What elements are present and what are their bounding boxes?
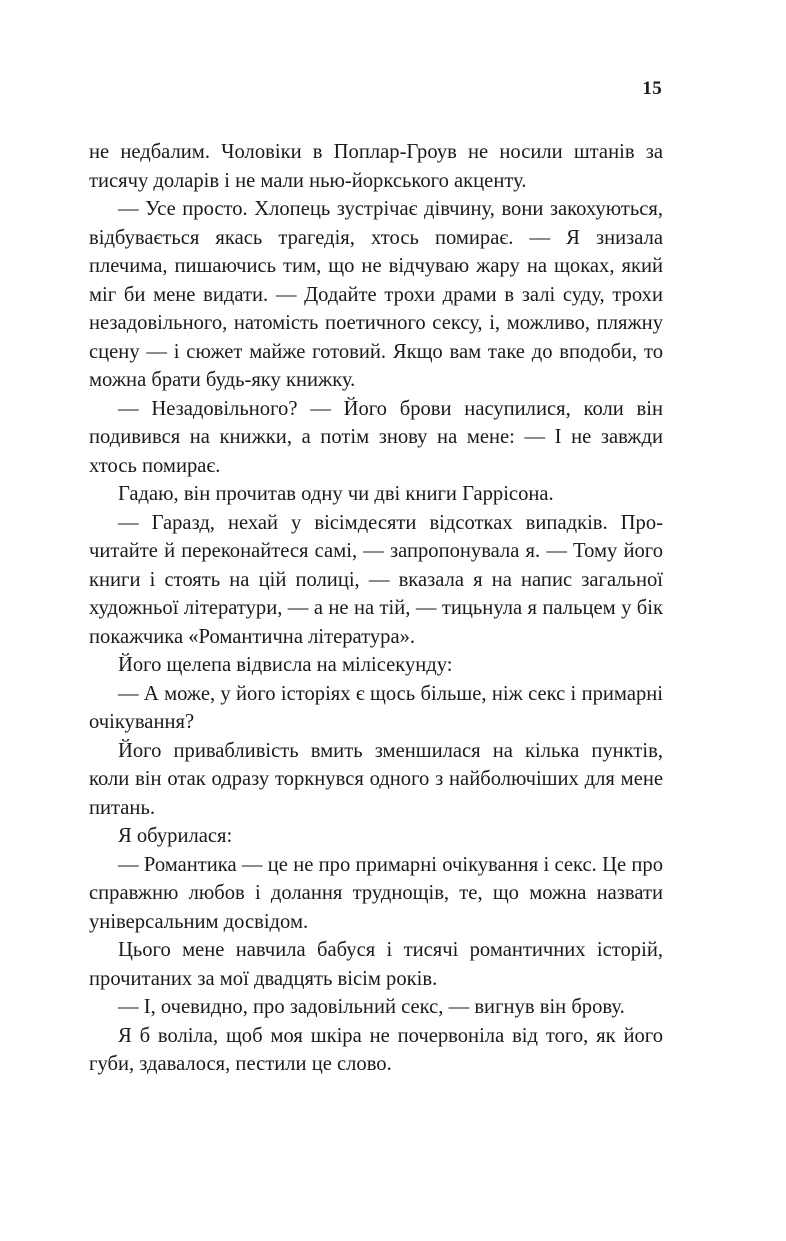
paragraph: — А може, у його історіях є щось більше, ніж секс і примарні очікування? (89, 682, 663, 733)
paragraph: — І, очевидно, про задовільний секс, — вигнув він брову. (118, 996, 625, 1018)
paragraph: Цього мене навчила бабуся і тисячі романтичних історій, прочитаних за мої двадцять вісім років. (89, 939, 663, 990)
paragraph: Я б воліла, щоб моя шкіра не почервоніла від того, як його губи, здавалося, пестили це слово. (89, 1024, 663, 1075)
body-text (89, 138, 663, 1079)
paragraph: Його привабливість вмить зменшилася на кілька пунктів, коли він отак одразу торкнувся одного з найболючіших для мене питань. (89, 739, 663, 819)
paragraph: — Незадовільного? — Його брови насупилися, коли він подивився на книжки, а потім знову на мене: — І не завжди хтось помирає. (89, 397, 663, 477)
paragraph: не недбалим. Чоловіки в Поплар-Гроув не носили штанів за тисячу доларів і не мали нью-йоркського акценту. (89, 141, 663, 192)
paragraph: — Гаразд, нехай у вісімдесяти відсотках випадків. Прочитайте й переконайтеся самі, — запропонувала я. — Тому його книги і стоять на цій полиці, — вказала я на напис загальної художньої літератури, — а не на тій, — тицьнула я пальцем у бік покажчика «Романтична література». (89, 511, 663, 648)
paragraph: Я обурилася: (118, 825, 233, 847)
paragraph: — Усе просто. Хлопець зустрічає дівчину, вони закохуються, відбувається якась трагедія, хтось помирає. — Я знизала плечима, пишаючись тим, що не відчуваю жару на щоках, який міг би мене видати. — Додайте трохи драми в залі суду, трохи незадовільного, натомість поетичного сексу, і, можливо, пляжну сцену — і сюжет майже готовий. Якщо вам таке до вподоби, то можна брати будь-яку книжку. (89, 198, 663, 391)
paragraph: Його щелепа відвисла на мілісекунду: (118, 654, 453, 676)
paragraph: — Романтика — це не про примарні очікування і секс. Це про справжню любов і долання труднощів, те, що можна назвати універсальним досвідом. (89, 853, 663, 933)
paragraph: Гадаю, він прочитав одну чи дві книги Гаррісона. (118, 483, 554, 505)
page-number: 15 (642, 78, 662, 99)
